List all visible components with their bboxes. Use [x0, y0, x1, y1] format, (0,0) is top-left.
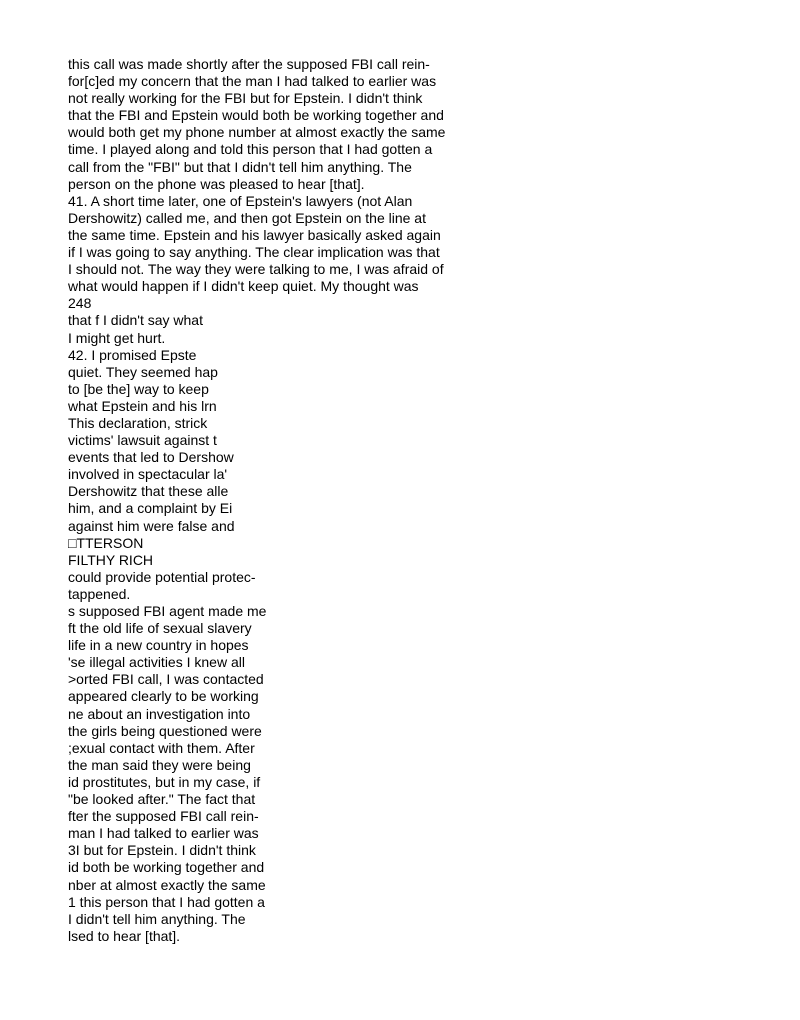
text-line-14: what would happen if I didn't keep quiet. My thought was	[68, 278, 419, 295]
text-line-50: 1 this person that I had gotten a	[68, 893, 265, 910]
text-line-38: appeared clearly to be working	[68, 688, 259, 705]
text-line-12: if I was going to say anything. The clear implication was that	[68, 244, 440, 261]
text-line-8: person on the phone was pleased to hear [that].	[68, 175, 365, 192]
text-line-41: ;exual contact with them. After	[68, 739, 255, 756]
text-line-31: could provide potential protec-	[68, 568, 256, 585]
text-line-39: ne about an investigation into	[68, 705, 251, 722]
text-line-9: 41. A short time later, one of Epstein's lawyers (not Alan	[68, 192, 413, 209]
text-line-34: ft the old life of sexual slavery	[68, 620, 252, 637]
page-number: 248	[68, 295, 92, 312]
text-line-22: This declaration, strick	[68, 414, 208, 431]
text-line-23: victims' lawsuit against t	[68, 432, 217, 449]
text-line-28: against him were false and	[68, 517, 235, 534]
text-line-44: "be looked after." The fact that	[68, 791, 256, 808]
text-line-32: tappened.	[68, 585, 131, 602]
text-line-45: fter the supposed FBI call rein-	[68, 808, 259, 825]
text-line-33: s supposed FBI agent made me	[68, 603, 267, 619]
text-line-7: call from the "FBI" but that I didn't tell him anything. The	[68, 158, 412, 175]
text-line-48: id both be working together and	[68, 859, 265, 876]
text-line-5: would both get my phone number at almost exactly the same	[68, 124, 446, 141]
document-page	[68, 56, 768, 945]
text-line-46: man I had talked to earlier was	[68, 825, 259, 842]
text-line-1: this call was made shortly after the supposed FBI call rein-	[68, 56, 430, 72]
text-line-11: the same time. Epstein and his lawyer basically asked again	[68, 226, 441, 243]
text-line-16: that f I didn't say what	[68, 312, 203, 329]
text-line-13: I should not. The way they were talking to me, I was afraid of	[68, 261, 444, 278]
text-line-51: I didn't tell him anything. The	[68, 910, 246, 927]
text-line-20: to [be the] way to keep	[68, 380, 209, 397]
text-line-2: for[c]ed my concern that the man I had talked to earlier was	[68, 73, 437, 90]
running-header-title: FILTHY RICH	[68, 551, 154, 568]
text-line-26: Dershowitz that these alle	[68, 483, 229, 500]
running-header-author: □TTERSON	[68, 534, 144, 551]
text-line-36: 'se illegal activities I knew all	[68, 654, 245, 671]
text-line-42: the man said they were being	[68, 756, 251, 773]
text-line-4: that the FBI and Epstein would both be working together and	[68, 107, 444, 124]
text-line-27: him, and a complaint by Ei	[68, 500, 233, 517]
text-line-6: time. I played along and told this person that I had gotten a	[68, 141, 433, 158]
text-line-43: id prostitutes, but in my case, if	[68, 773, 261, 790]
text-line-3: not really working for the FBI but for Epstein. I didn't think	[68, 90, 423, 107]
text-line-49: nber at almost exactly the same	[68, 876, 266, 893]
text-line-17: I might get hurt.	[68, 329, 166, 346]
text-line-35: life in a new country in hopes	[68, 637, 249, 654]
text-line-37: >orted FBI call, I was contacted	[68, 671, 264, 688]
text-line-19: quiet. They seemed hap	[68, 363, 218, 380]
text-line-21: what Epstein and his lrn	[68, 397, 217, 414]
text-line-40: the girls being questioned were	[68, 722, 262, 739]
text-line-18: 42. I promised Epste	[68, 346, 197, 363]
text-line-47: 3I but for Epstein. I didn't think	[68, 842, 256, 859]
text-line-25: involved in spectacular la'	[68, 466, 228, 483]
text-line-52: lsed to hear [that].	[68, 927, 181, 944]
text-line-24: events that led to Dershow	[68, 449, 234, 466]
text-line-10: Dershowitz) called me, and then got Epstein on the line at	[68, 209, 426, 226]
